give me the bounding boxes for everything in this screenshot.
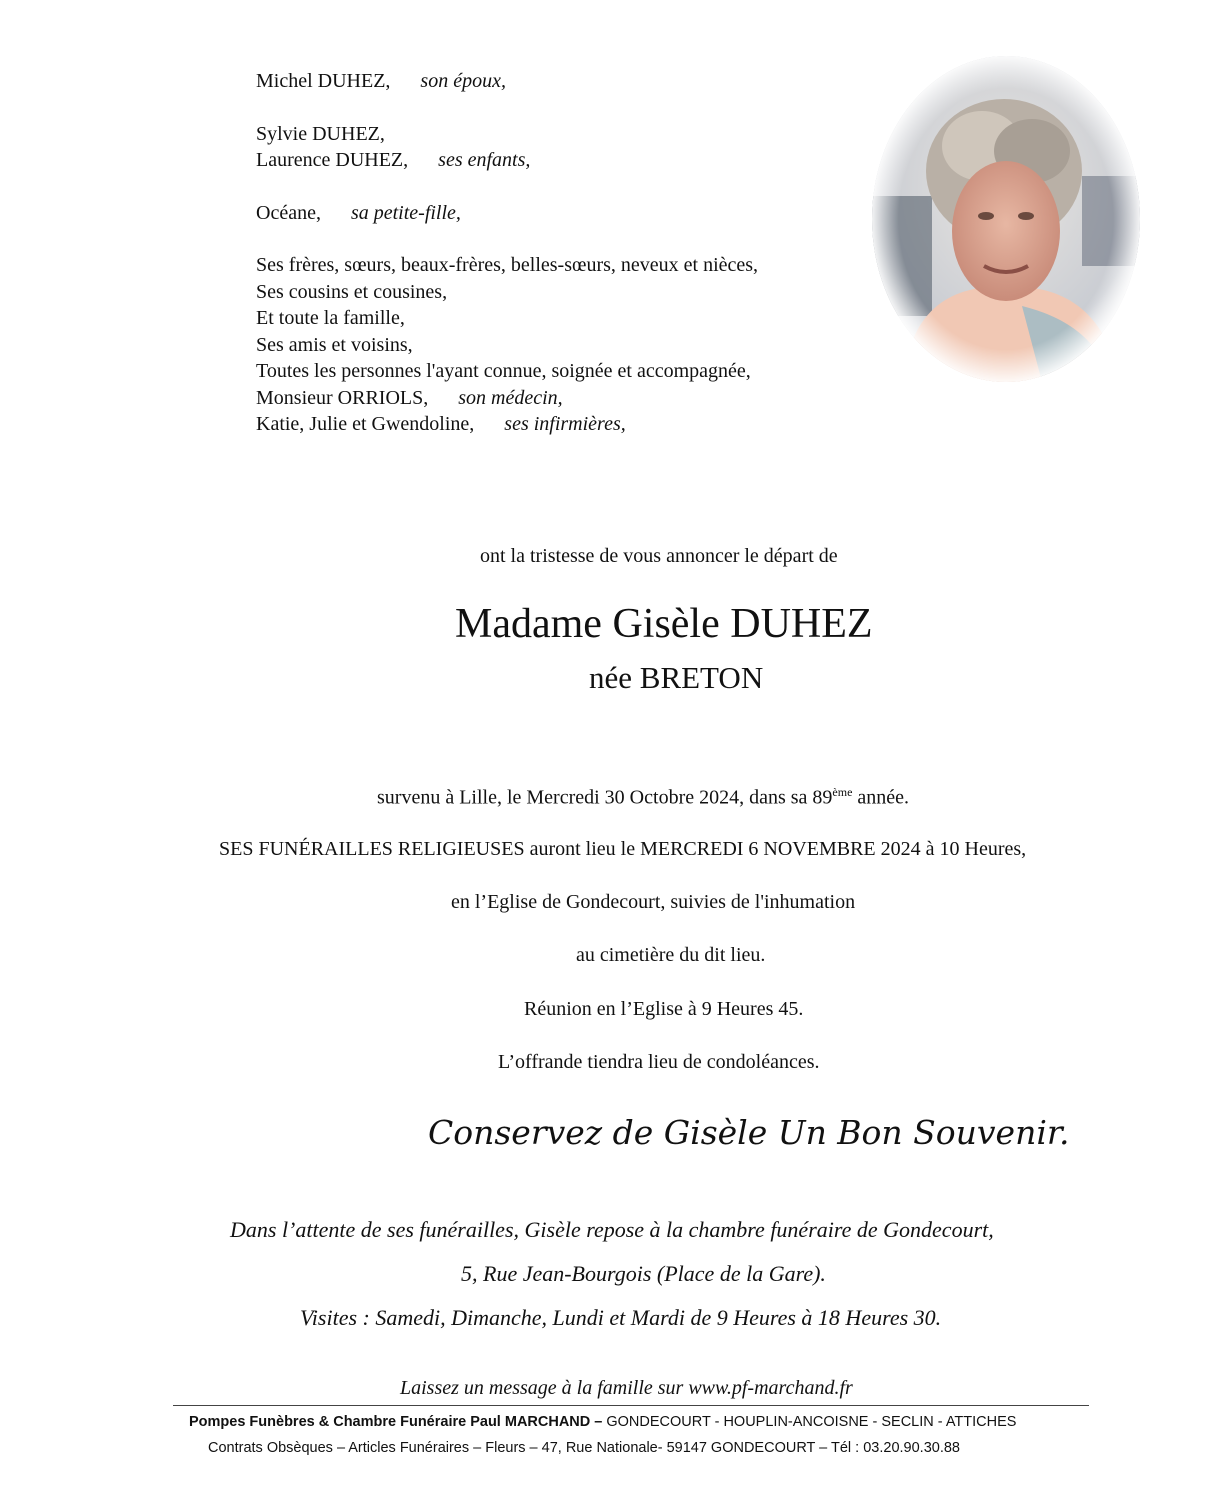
family-name: Toutes les personnes l'ayant connue, soignée et accompagnée, (256, 360, 751, 382)
death-text-end: année. (852, 786, 910, 809)
announcement: ont la tristesse de vous annoncer le départ de (480, 545, 838, 567)
death-line (377, 785, 909, 810)
church-line: en l’Eglise de Gondecourt, suivies de l'inhumation (451, 891, 856, 913)
family-name: Ses cousins et cousines, (256, 280, 448, 303)
family-row (256, 68, 758, 95)
cemetery-line: au cimetière du dit lieu. (576, 944, 766, 966)
family-name: Ses amis et voisins, (256, 333, 413, 356)
family-name: Et toute la famille, (256, 307, 405, 329)
family-role: son médecin, (458, 386, 563, 409)
visitation-line-3: Visites : Samedi, Dimanche, Lundi et Mardi de 9 Heures à 18 Heures 30. (300, 1305, 942, 1330)
offering-line: L’offrande tiendra lieu de condoléances. (498, 1051, 820, 1073)
family-row (256, 147, 758, 174)
family-name: Monsieur ORRIOLS, (256, 386, 429, 409)
family-role: ses infirmières, (504, 413, 626, 435)
family-row (256, 121, 758, 148)
family-row (256, 305, 758, 332)
footer-company-line (189, 1414, 1016, 1430)
company-name: Pompes Funèbres & Chambre Funéraire Paul MARCHAND – (189, 1414, 603, 1430)
deceased-name: Madame Gisèle DUHEZ (455, 601, 873, 647)
death-text: survenu à Lille, le Mercredi 30 Octobre 2024, dans sa 89 (377, 786, 833, 809)
family-name: Ses frères, sœurs, beaux-frères, belles-sœurs, neveux et nièces, (256, 254, 759, 276)
family-row (256, 200, 758, 227)
ordinal-suffix: ème (832, 785, 853, 799)
family-role: son époux, (420, 70, 506, 92)
family-row (256, 411, 758, 438)
portrait-photo (872, 56, 1140, 382)
funeral-line: SES FUNÉRAILLES RELIGIEUSES auront lieu le MERCREDI 6 NOVEMBRE 2024 à 10 Heures, (219, 838, 1027, 860)
family-row (256, 332, 758, 359)
family-row (256, 279, 758, 306)
family-name: Océane, (256, 201, 321, 224)
family-name: Laurence DUHEZ, (256, 149, 409, 171)
family-name: Sylvie DUHEZ, (256, 122, 385, 145)
message-link[interactable]: Laissez un message à la famille sur www.pf-marchand.fr (400, 1377, 853, 1399)
family-name: Michel DUHEZ, (256, 70, 391, 92)
family-row (256, 385, 758, 412)
footer-divider (173, 1405, 1089, 1406)
meeting-line: Réunion en l’Eglise à 9 Heures 45. (524, 998, 804, 1020)
maiden-name: née BRETON (589, 660, 764, 695)
family-row (256, 252, 758, 279)
family-role: sa petite-fille, (350, 201, 461, 224)
family-role: ses enfants, (438, 149, 531, 171)
visitation-line-2: 5, Rue Jean-Bourgois (Place de la Gare). (461, 1261, 826, 1286)
family-list (256, 68, 758, 438)
remembrance-line: Conservez de Gisèle Un Bon Souvenir. (428, 1113, 1070, 1152)
company-locations: GONDECOURT - HOUPLIN-ANCOISNE - SECLIN - ATTICHES (602, 1414, 1017, 1430)
family-name: Katie, Julie et Gwendoline, (256, 413, 475, 435)
footer-services-line: Contrats Obsèques – Articles Funéraires – Fleurs – 47, Rue Nationale- 59147 GONDECOURT – Tél : 03.20.90.30.88 (208, 1440, 960, 1456)
visitation-line-1: Dans l’attente de ses funérailles, Gisèle repose à la chambre funéraire de Gondecourt, (230, 1217, 994, 1242)
family-row (256, 358, 758, 385)
